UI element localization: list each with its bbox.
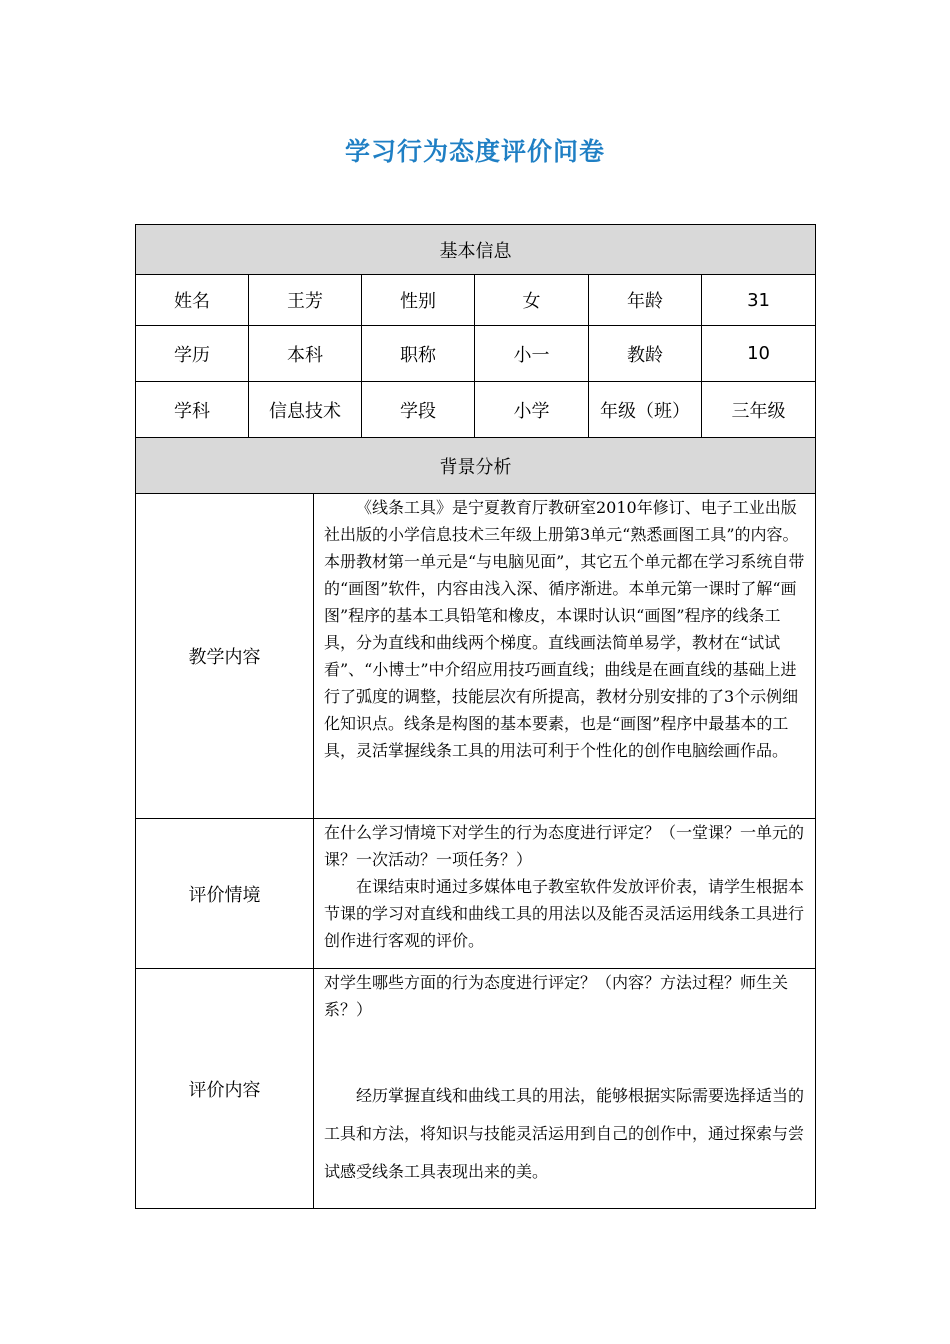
grade-value: 三年级 (702, 382, 816, 438)
name-label: 姓名 (136, 275, 249, 326)
gender-value: 女 (475, 275, 589, 326)
title-value: 小一 (475, 326, 589, 382)
evaluation-context-row (136, 819, 816, 969)
evaluation-context-question: 在什么学习情境下对学生的行为态度进行评定？（一堂课？一单元的课？一次活动？一项任务？） (324, 823, 805, 869)
teaching-years-label: 教龄 (589, 326, 702, 382)
grade-label: 年级（班） (589, 382, 702, 438)
teaching-years-value: 10 (702, 326, 816, 382)
evaluation-context-cell (314, 819, 816, 969)
stage-label: 学段 (362, 382, 475, 438)
education-value: 本科 (249, 326, 362, 382)
subject-value: 信息技术 (249, 382, 362, 438)
age-value: 31 (702, 275, 816, 326)
info-row (136, 275, 816, 326)
evaluation-content-cell (314, 969, 816, 1209)
background-header: 背景分析 (136, 438, 816, 494)
age-label: 年龄 (589, 275, 702, 326)
background-header-row (136, 438, 816, 494)
evaluation-context-label: 评价情境 (136, 819, 314, 969)
page-title: 学习行为态度评价问卷 (344, 137, 605, 166)
spacer (324, 1023, 808, 1077)
teaching-content-text: 《线条工具》是宁夏教育厅教研室2010年修订、电子工业出版社出版的小学信息技术三年级上册第3单元“熟悉画图工具”的内容。本册教材第一单元是“与电脑见面”，其它五个单元都在学习系统自带的“画图”软件，内容由浅入深、循序渐进。本单元第一课时了解“画图”程序的基本工具铅笔和橡皮，本课时认识“画图”程序的线条工具，分为直线和曲线两个梯度。直线画法简单易学，教材在“试试看”、“小博士”中介绍应用技巧画直线；曲线是在画直线的基础上进行了弧度的调整，技能层次有所提高，教材分别安排的了3个示例细化知识点。线条是构图的基本要素，也是“画图”程序中最基本的工具，灵活掌握线条工具的用法可利于个性化的创作电脑绘画作品。 (324, 498, 805, 760)
evaluation-content-label: 评价内容 (136, 969, 314, 1209)
info-row (136, 326, 816, 382)
basic-info-header-row (136, 225, 816, 275)
stage-value: 小学 (475, 382, 589, 438)
evaluation-content-answer: 经历掌握直线和曲线工具的用法，能够根据实际需要选择适当的工具和方法，将知识与技能灵活运用到自己的创作中，通过探索与尝试感受线条工具表现出来的美。 (324, 1086, 805, 1181)
subject-label: 学科 (136, 382, 249, 438)
teaching-content-row (136, 494, 816, 819)
gender-label: 性别 (362, 275, 475, 326)
teaching-content-label: 教学内容 (136, 494, 314, 819)
evaluation-context-answer: 在课结束时通过多媒体电子教室软件发放评价表，请学生根据本节课的学习对直线和曲线工具的用法以及能否灵活运用线条工具进行创作进行客观的评价。 (324, 877, 805, 950)
evaluation-content-row (136, 969, 816, 1209)
info-row (136, 382, 816, 438)
teaching-content-cell (314, 494, 816, 819)
name-value: 王芳 (249, 275, 362, 326)
title-label: 职称 (362, 326, 475, 382)
basic-info-header: 基本信息 (136, 225, 816, 275)
education-label: 学历 (136, 326, 249, 382)
questionnaire-table (135, 224, 816, 1209)
evaluation-content-question: 对学生哪些方面的行为态度进行评定？（内容？方法过程？师生关系？） (324, 973, 789, 1019)
